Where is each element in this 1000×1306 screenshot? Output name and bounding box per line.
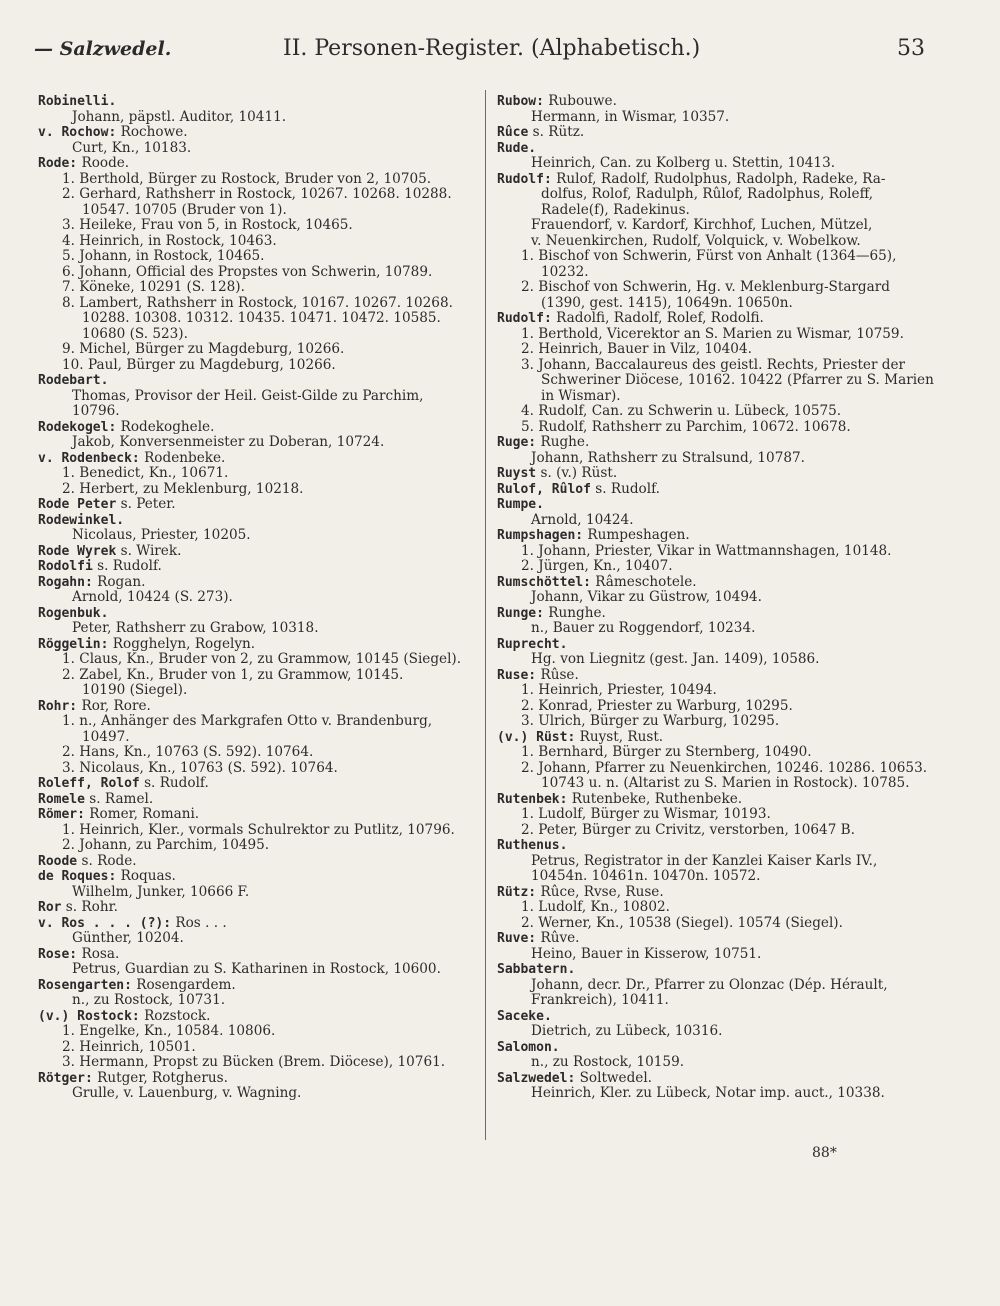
- entry-heading-line: [497, 1009, 927, 1025]
- entry-heading-line: [38, 575, 472, 591]
- entry-line: Heino, Bauer in Kisserow, 10751.: [531, 945, 762, 962]
- entry-variants: Râmeschotele.: [590, 573, 697, 590]
- entry-heading-line: [38, 916, 472, 932]
- entry-headword: Rumschöttel:: [497, 574, 591, 590]
- register-entry: [38, 978, 472, 1009]
- entry-line: 10680 (S. 523).: [82, 325, 188, 342]
- entry-line: Johann, päpstl. Auditor, 10411.: [72, 108, 287, 125]
- entry-line: 6. Johann, Official des Propstes von Schwerin, 10789.: [62, 263, 433, 280]
- header-title: II. Personen-Register. (Alphabetisch.): [283, 36, 701, 61]
- entry-variants: Rulof, Radolf, Rudolphus, Radolph, Radeke, Ra-: [551, 170, 886, 187]
- entry-line: Thomas, Provisor der Heil. Geist-Gilde zu Parchim,: [72, 387, 424, 404]
- entry-variants: Romer, Romani.: [84, 806, 200, 822]
- entry-heading-line: [38, 978, 472, 994]
- register-entry: [497, 528, 927, 575]
- entry-line: 8. Lambert, Rathsherr in Rostock, 10167. 10267. 10268.: [62, 294, 453, 311]
- entry-headword: (v.) Rüst:: [497, 729, 576, 745]
- entry-line: Frauendorf, v. Kardorf, Kirchhof, Luchen, Mützel,: [531, 217, 873, 233]
- entry-heading-line: [38, 420, 472, 436]
- entry-line: Johann, decr. Dr., Pfarrer zu Olonzac (Dép. Hérault,: [531, 976, 888, 993]
- entry-heading-line: [38, 807, 472, 823]
- entry-line: 1. Berthold, Vicerektor an S. Marien zu Wismar, 10759.: [521, 325, 904, 342]
- entry-line: Günther, 10204.: [72, 930, 184, 946]
- entry-line: 10190 (Siegel).: [82, 682, 188, 698]
- entry-headword: Röggelin:: [38, 636, 109, 652]
- entry-line: n., zu Rostock, 10731.: [72, 992, 226, 1008]
- entry-heading-line: [497, 311, 927, 327]
- entry-heading-line: [497, 838, 927, 854]
- entry-line: 10547. 10705 (Bruder von 1).: [82, 201, 287, 218]
- entry-heading-line: [38, 451, 472, 467]
- entry-line: 10232.: [541, 263, 589, 280]
- entry-heading-line: [38, 1009, 472, 1025]
- entry-line: Grulle, v. Lauenburg, v. Wagning.: [72, 1085, 302, 1101]
- entry-headword: Rumpshagen:: [497, 528, 584, 543]
- entry-line: 9. Michel, Bürger zu Magdeburg, 10266.: [62, 341, 345, 357]
- entry-headword: v. Rochow:: [38, 125, 117, 140]
- entry-line: 10497.: [82, 728, 130, 745]
- left-column: [38, 94, 472, 1102]
- entry-line: Nicolaus, Priester, 10205.: [72, 527, 251, 543]
- entry-heading-line: [38, 606, 472, 622]
- entry-variants: s. Wirek.: [116, 542, 182, 559]
- entry-headword: Römer:: [38, 807, 85, 822]
- register-entry: [497, 482, 927, 498]
- entry-headword: Ruge:: [497, 435, 537, 450]
- entry-headword: v. Rodenbeck:: [38, 450, 140, 466]
- entry-line: n., zu Rostock, 10159.: [531, 1054, 685, 1070]
- register-entry: [497, 575, 927, 606]
- column-divider: [485, 90, 486, 1140]
- entry-line: 3. Ulrich, Bürger zu Warburg, 10295.: [521, 713, 780, 729]
- entry-heading-line: [497, 637, 927, 653]
- entry-variants: Rughe.: [536, 434, 590, 450]
- entry-heading-line: [497, 730, 927, 746]
- entry-line: Johann, Vikar zu Güstrow, 10494.: [531, 589, 762, 605]
- register-entry: [38, 1009, 472, 1071]
- entry-variants: Ros . . .: [171, 914, 227, 931]
- entry-line: Arnold, 10424 (S. 273).: [72, 589, 233, 605]
- entry-headword: Ruve:: [497, 931, 537, 946]
- entry-heading-line: [497, 482, 927, 498]
- entry-variants: Soltwedel.: [575, 1069, 653, 1086]
- entry-headword: Rubow:: [497, 94, 544, 109]
- entry-headword: Rutenbek:: [497, 791, 568, 807]
- register-entry: [38, 854, 472, 870]
- entry-variants: s. Rohr.: [61, 899, 118, 915]
- entry-heading-line: [497, 1040, 927, 1056]
- entry-headword: Rudolf:: [497, 311, 552, 326]
- entry-line: 1. Ludolf, Bürger zu Wismar, 10193.: [521, 806, 771, 822]
- register-entry: [497, 730, 927, 792]
- register-entry: [497, 497, 927, 528]
- entry-variants: s. Rudolf.: [139, 775, 209, 791]
- entry-headword: Rode Wyrek: [38, 543, 117, 559]
- entry-heading-line: [38, 854, 472, 870]
- entry-heading-line: [497, 94, 927, 110]
- entry-line: 4. Heinrich, in Rostock, 10463.: [62, 232, 277, 249]
- entry-variants: Rûse.: [536, 666, 579, 683]
- entry-line: 2. Heinrich, Bauer in Vilz, 10404.: [521, 341, 752, 357]
- register-entry: [38, 420, 472, 451]
- entry-line: 2. Zabel, Kn., Bruder von 1, zu Grammow, 10145.: [62, 666, 404, 683]
- entry-headword: Rütz:: [497, 884, 537, 900]
- entry-headword: de Roques:: [38, 869, 117, 884]
- entry-variants: s. Ramel.: [84, 790, 154, 807]
- register-entry: [497, 466, 927, 482]
- register-entry: [497, 1071, 927, 1102]
- register-entry: [497, 172, 927, 312]
- register-entry: [497, 637, 927, 668]
- entry-heading-line: [38, 637, 472, 653]
- register-entry: [38, 637, 472, 699]
- register-entry: [497, 310, 934, 435]
- register-entry: [497, 435, 927, 466]
- entry-line: 1. Bernhard, Bürger zu Sternberg, 10490.: [521, 744, 812, 760]
- register-entry: [38, 1071, 472, 1102]
- register-entry: [497, 792, 927, 839]
- entry-variants: s. Rudolf.: [590, 480, 660, 497]
- entry-heading-line: [38, 513, 472, 529]
- header-catchword: — Salzwedel.: [34, 38, 172, 60]
- register-entry: [497, 94, 927, 125]
- entry-headword: Rode:: [38, 156, 78, 171]
- entry-headword: Saceke.: [497, 1008, 552, 1024]
- entry-line: Johann, Rathsherr zu Stralsund, 10787.: [531, 449, 805, 466]
- entry-heading-line: [38, 156, 472, 172]
- entry-line: 2. Bischof von Schwerin, Hg. v. Meklenburg-Stargard: [521, 279, 890, 295]
- entry-line: 10796.: [72, 403, 120, 419]
- page-number: 53: [897, 36, 925, 61]
- entry-headword: Rudolf:: [497, 171, 552, 187]
- register-entry: [38, 451, 472, 498]
- entry-line: 5. Johann, in Rostock, 10465.: [62, 248, 265, 264]
- entry-line: Dietrich, zu Lübeck, 10316.: [531, 1023, 723, 1039]
- entry-heading-line: [497, 962, 927, 978]
- register-entry: [38, 900, 472, 916]
- entry-line: 2. Heinrich, 10501.: [62, 1038, 196, 1055]
- register-entry: [38, 156, 472, 373]
- entry-line: in Wismar).: [541, 387, 621, 404]
- entry-line: 2. Johann, zu Parchim, 10495.: [62, 837, 270, 853]
- entry-heading-line: [38, 947, 472, 963]
- register-entry: [497, 931, 927, 962]
- entry-headword: Rulof, Rûlof: [497, 481, 591, 497]
- running-header: [0, 36, 1000, 70]
- entry-line: 10288. 10308. 10312. 10435. 10471. 10472. 10585.: [82, 310, 441, 326]
- entry-line: Curt, Kn., 10183.: [72, 139, 192, 156]
- entry-heading-line: [38, 497, 472, 513]
- entry-headword: Roode: [38, 853, 78, 869]
- entry-headword: Rogahn:: [38, 574, 93, 590]
- register-entry: [497, 1040, 927, 1071]
- entry-line: Schweriner Diöcese, 10162. 10422 (Pfarrer zu S. Marien: [541, 372, 934, 388]
- entry-line: n., Bauer zu Roggendorf, 10234.: [531, 620, 756, 636]
- entry-variants: Radolfi, Radolf, Rolef, Rodolfi.: [551, 310, 764, 326]
- register-entry: [38, 947, 472, 978]
- entry-heading-line: [38, 869, 472, 885]
- entry-line: Petrus, Registrator in der Kanzlei Kaiser Karls IV.,: [531, 852, 878, 869]
- entry-variants: Rodenbeke.: [139, 449, 226, 466]
- entry-heading-line: [497, 668, 927, 684]
- entry-line: 2. Peter, Bürger zu Crivitz, verstorben, 10647 B.: [521, 821, 855, 838]
- entry-variants: Rûve.: [536, 930, 580, 946]
- entry-headword: Rose:: [38, 946, 78, 962]
- entry-line: 1. Johann, Priester, Vikar in Wattmannshagen, 10148.: [521, 542, 892, 559]
- entry-line: 2. Hans, Kn., 10763 (S. 592). 10764.: [62, 744, 314, 760]
- entry-line: 2. Konrad, Priester zu Warburg, 10295.: [521, 697, 793, 714]
- entry-variants: s. Rode.: [77, 852, 137, 869]
- entry-variants: Rûce, Rvse, Ruse.: [536, 883, 664, 900]
- entry-variants: Rozstock.: [139, 1007, 211, 1024]
- entry-headword: Salzwedel:: [497, 1070, 576, 1086]
- entry-headword: Robinelli.: [38, 94, 117, 109]
- entry-line: Wilhelm, Junker, 10666 F.: [72, 883, 250, 900]
- entry-variants: Rutenbeke, Ruthenbeke.: [567, 790, 743, 807]
- entry-line: Arnold, 10424.: [531, 511, 634, 528]
- entry-line: 1. Claus, Kn., Bruder von 2, zu Grammow, 10145 (Siegel).: [62, 651, 462, 667]
- entry-line: v. Neuenkirchen, Rudolf, Volquick, v. Wobelkow.: [531, 232, 861, 249]
- entry-line: 1. Benedict, Kn., 10671.: [62, 465, 229, 481]
- entry-headword: Ror: [38, 900, 62, 915]
- entry-line: Hermann, in Wismar, 10357.: [531, 108, 730, 125]
- register-entry: [38, 792, 472, 808]
- entry-headword: Ruprecht.: [497, 636, 568, 652]
- entry-headword: Rosengarten:: [38, 977, 132, 993]
- entry-heading-line: [497, 141, 927, 157]
- entry-heading-line: [497, 528, 927, 544]
- register-entry: [497, 606, 927, 637]
- entry-line: Hg. von Liegnitz (gest. Jan. 1409), 10586.: [531, 651, 820, 667]
- register-entry: [497, 125, 927, 141]
- entry-heading-line: [497, 606, 927, 622]
- register-entry: [38, 94, 472, 125]
- entry-heading-line: [497, 435, 927, 451]
- register-entry: [38, 559, 472, 575]
- entry-line: 4. Rudolf, Can. zu Schwerin u. Lübeck, 10575.: [521, 403, 842, 419]
- register-entry: [38, 916, 472, 947]
- entry-line: 2. Herbert, zu Meklenburg, 10218.: [62, 480, 304, 497]
- entry-line: 3. Nicolaus, Kn., 10763 (S. 592). 10764.: [62, 759, 338, 776]
- entry-headword: Rode Peter: [38, 497, 117, 512]
- entry-variants: Rosa.: [77, 945, 120, 962]
- entry-line: 7. Köneke, 10291 (S. 128).: [62, 279, 245, 295]
- entry-heading-line: [38, 559, 472, 575]
- entry-line: dolfus, Rolof, Radulph, Rûlof, Radolphus, Roleff,: [541, 186, 874, 202]
- entry-variants: Ror, Rore.: [77, 697, 151, 714]
- entry-line: 1. Ludolf, Kn., 10802.: [521, 899, 670, 915]
- entry-variants: Roquas.: [116, 868, 176, 884]
- entry-headword: Rodebart.: [38, 373, 109, 388]
- entry-heading-line: [38, 544, 472, 560]
- entry-heading-line: [38, 699, 472, 715]
- register-entry: [38, 869, 472, 900]
- entry-variants: Roode.: [77, 155, 130, 171]
- entry-headword: Rumpe.: [497, 497, 544, 512]
- entry-headword: Ruse:: [497, 667, 537, 683]
- entry-line: 10. Paul, Bürger zu Magdeburg, 10266.: [62, 356, 336, 373]
- entry-headword: Sabbatern.: [497, 962, 576, 977]
- entry-headword: Rodolfi: [38, 559, 93, 574]
- entry-headword: Rodewinkel.: [38, 512, 125, 528]
- entry-variants: s. (v.) Rüst.: [536, 465, 618, 481]
- register-entry: [497, 668, 927, 730]
- register-entry: [38, 776, 472, 792]
- entry-variants: Rubouwe.: [543, 93, 617, 109]
- entry-heading-line: [497, 885, 927, 901]
- register-entry: [497, 141, 927, 172]
- entry-line: Radele(f), Radekinus.: [541, 201, 690, 218]
- entry-variants: s. Rütz.: [528, 124, 585, 140]
- entry-headword: Roleff, Rolof: [38, 776, 140, 791]
- entry-variants: Rosengardem.: [131, 976, 236, 993]
- entry-line: Jakob, Konversenmeister zu Doberan, 10724.: [72, 434, 385, 450]
- entry-variants: s. Rudolf.: [92, 558, 162, 574]
- entry-variants: Rodekoghele.: [116, 418, 215, 435]
- entry-variants: s. Peter.: [116, 496, 176, 512]
- entry-line: 10743 u. n. (Altarist zu S. Marien in Rostock). 10785.: [541, 775, 910, 791]
- entry-headword: Ruyst: [497, 466, 537, 481]
- entry-variants: Runghe.: [543, 604, 606, 621]
- register-entry: [38, 807, 472, 854]
- entry-line: 2. Werner, Kn., 10538 (Siegel). 10574 (Siegel).: [521, 914, 843, 931]
- entry-line: (1390, gest. 1415), 10649n. 10650n.: [541, 294, 793, 311]
- entry-heading-line: [497, 1071, 927, 1087]
- entry-headword: Ruthenus.: [497, 838, 568, 853]
- entry-headword: Salomon.: [497, 1039, 560, 1055]
- entry-heading-line: [38, 900, 472, 916]
- entry-variants: Rochowe.: [116, 124, 188, 140]
- entry-heading-line: [497, 575, 927, 591]
- entry-variants: Rutger, Rotgherus.: [92, 1069, 228, 1086]
- entry-heading-line: [497, 466, 927, 482]
- register-entry: [497, 885, 927, 932]
- register-entry: [38, 125, 472, 156]
- register-entry: [38, 513, 472, 544]
- entry-heading-line: [497, 125, 927, 141]
- entry-variants: Rogghelyn, Rogelyn.: [108, 635, 256, 652]
- entry-heading-line: [497, 497, 927, 513]
- entry-line: 3. Heileke, Frau von 5, in Rostock, 10465.: [62, 217, 353, 233]
- entry-line: 2. Johann, Pfarrer zu Neuenkirchen, 10246. 10286. 10653.: [521, 759, 928, 776]
- register-entry: [38, 606, 472, 637]
- entry-heading-line: [38, 94, 472, 110]
- entry-heading-line: [38, 792, 472, 808]
- entry-line: Heinrich, Can. zu Kolberg u. Stettin, 10413.: [531, 155, 836, 171]
- entry-line: 1. Heinrich, Kler., vormals Schulrektor zu Putlitz, 10796.: [62, 821, 455, 838]
- right-column: [497, 93, 934, 1102]
- entry-variants: Ruyst, Rust.: [575, 728, 664, 745]
- entry-line: 5. Rudolf, Rathsherr zu Parchim, 10672. 10678.: [521, 418, 851, 435]
- register-entry: [38, 699, 472, 777]
- entry-variants: Rogan.: [92, 573, 146, 590]
- entry-headword: Romele: [38, 791, 85, 807]
- entry-headword: Rötger:: [38, 1070, 93, 1086]
- entry-headword: Rûce: [497, 125, 529, 140]
- entry-headword: v. Ros . . . (?):: [38, 915, 172, 931]
- register-entry: [497, 962, 927, 1009]
- entry-heading-line: [497, 931, 927, 947]
- entry-headword: (v.) Rostock:: [38, 1008, 140, 1024]
- entry-heading-line: [38, 1071, 472, 1087]
- entry-line: 3. Hermann, Propst zu Bücken (Brem. Diöcese), 10761.: [62, 1054, 446, 1070]
- entry-heading-line: [38, 125, 472, 141]
- entry-line: Frankreich), 10411.: [531, 992, 669, 1008]
- entry-heading-line: [38, 373, 472, 389]
- entry-heading-line: [497, 172, 927, 188]
- entry-headword: Rude.: [497, 140, 537, 156]
- entry-line: 3. Johann, Baccalaureus des geistl. Rechts, Priester der: [521, 356, 906, 373]
- register-entry: [38, 373, 472, 420]
- entry-line: 2. Jürgen, Kn., 10407.: [521, 558, 673, 574]
- entry-line: Petrus, Guardian zu S. Katharinen in Rostock, 10600.: [72, 961, 441, 977]
- entry-line: Peter, Rathsherr zu Grabow, 10318.: [72, 620, 319, 636]
- entry-line: 1. Engelke, Kn., 10584. 10806.: [62, 1023, 276, 1039]
- entry-line: 10454n. 10461n. 10470n. 10572.: [531, 868, 761, 884]
- register-entry: [497, 838, 927, 885]
- entry-variants: Rumpeshagen.: [583, 527, 690, 543]
- entry-headword: Rogenbuk.: [38, 605, 109, 621]
- entry-heading-line: [38, 776, 472, 792]
- entry-line: 2. Gerhard, Rathsherr in Rostock, 10267. 10268. 10288.: [62, 186, 452, 202]
- register-entry: [38, 575, 472, 606]
- entry-headword: Runge:: [497, 605, 544, 621]
- entry-line: 1. n., Anhänger des Markgrafen Otto v. Brandenburg,: [62, 713, 433, 729]
- entry-line: Heinrich, Kler. zu Lübeck, Notar imp. auct., 10338.: [531, 1085, 885, 1101]
- entry-line: 1. Heinrich, Priester, 10494.: [521, 682, 717, 698]
- register-entry: [497, 1009, 927, 1040]
- entry-heading-line: [497, 792, 927, 808]
- register-entry: [38, 497, 472, 513]
- signature-mark: 88*: [812, 1145, 837, 1161]
- entry-headword: Rohr:: [38, 698, 78, 714]
- register-entry: [38, 544, 472, 560]
- entry-line: 1. Bischof von Schwerin, Fürst von Anhalt (1364—65),: [521, 248, 897, 264]
- entry-headword: Rodekogel:: [38, 419, 117, 435]
- entry-line: 1. Berthold, Bürger zu Rostock, Bruder von 2, 10705.: [62, 170, 432, 187]
